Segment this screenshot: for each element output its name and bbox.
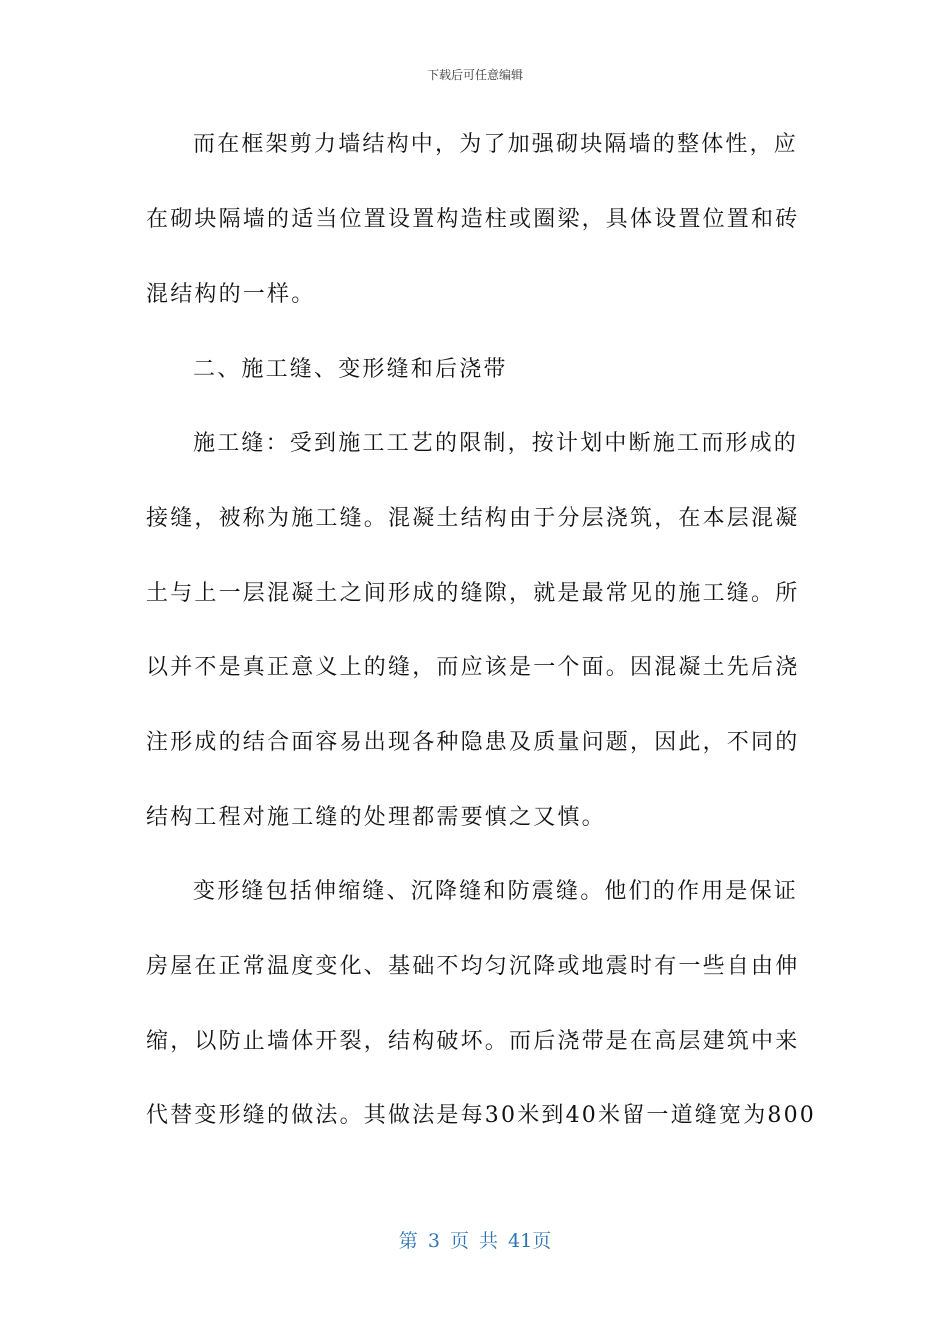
section-heading: 二、施工缝、变形缝和后浇带 — [193, 357, 508, 382]
paragraph-2-line-1: 施工缝：受到施工工艺的限制，按计划中断施工而形成的 — [193, 431, 799, 456]
page-header: 下载后可任意编辑 — [426, 68, 523, 82]
paragraph-2-line-3: 土与上一层混凝土之间形成的缝隙，就是最常见的施工缝。所 — [146, 581, 800, 606]
paragraph-3-line-4: 代替变形缝的做法。其做法是每30米到40米留一道缝宽为800 — [146, 1103, 816, 1128]
paragraph-1-line-2: 在砌块隔墙的适当位置设置构造柱或圈梁，具体设置位置和砖 — [146, 207, 800, 232]
paragraph-1-line-3: 混结构的一样。 — [146, 282, 316, 307]
paragraph-3-line-1: 变形缝包括伸缩缝、沉降缝和防震缝。他们的作用是保证 — [193, 879, 799, 904]
paragraph-2-line-4: 以并不是真正意义上的缝，而应该是一个面。因混凝土先后浇 — [146, 655, 800, 680]
paragraph-2-line-5: 注形成的结合面容易出现各种隐患及质量问题，因此，不同的 — [146, 730, 800, 755]
paragraph-1-line-1: 而在框架剪力墙结构中，为了加强砌块隔墙的整体性，应 — [193, 132, 799, 157]
paragraph-2-line-2: 接缝，被称为施工缝。混凝土结构由于分层浇筑，在本层混凝 — [146, 506, 800, 531]
paragraph-3-line-2: 房屋在正常温度变化、基础不均匀沉降或地震时有一些自由伸 — [146, 954, 800, 979]
paragraph-3-line-3: 缩，以防止墙体开裂，结构破坏。而后浇带是在高层建筑中来 — [146, 1029, 800, 1054]
paragraph-2-line-6: 结构工程对施工缝的处理都需要慎之又慎。 — [146, 805, 606, 830]
page-footer: 第 3 页 共 41页 — [398, 1230, 552, 1252]
